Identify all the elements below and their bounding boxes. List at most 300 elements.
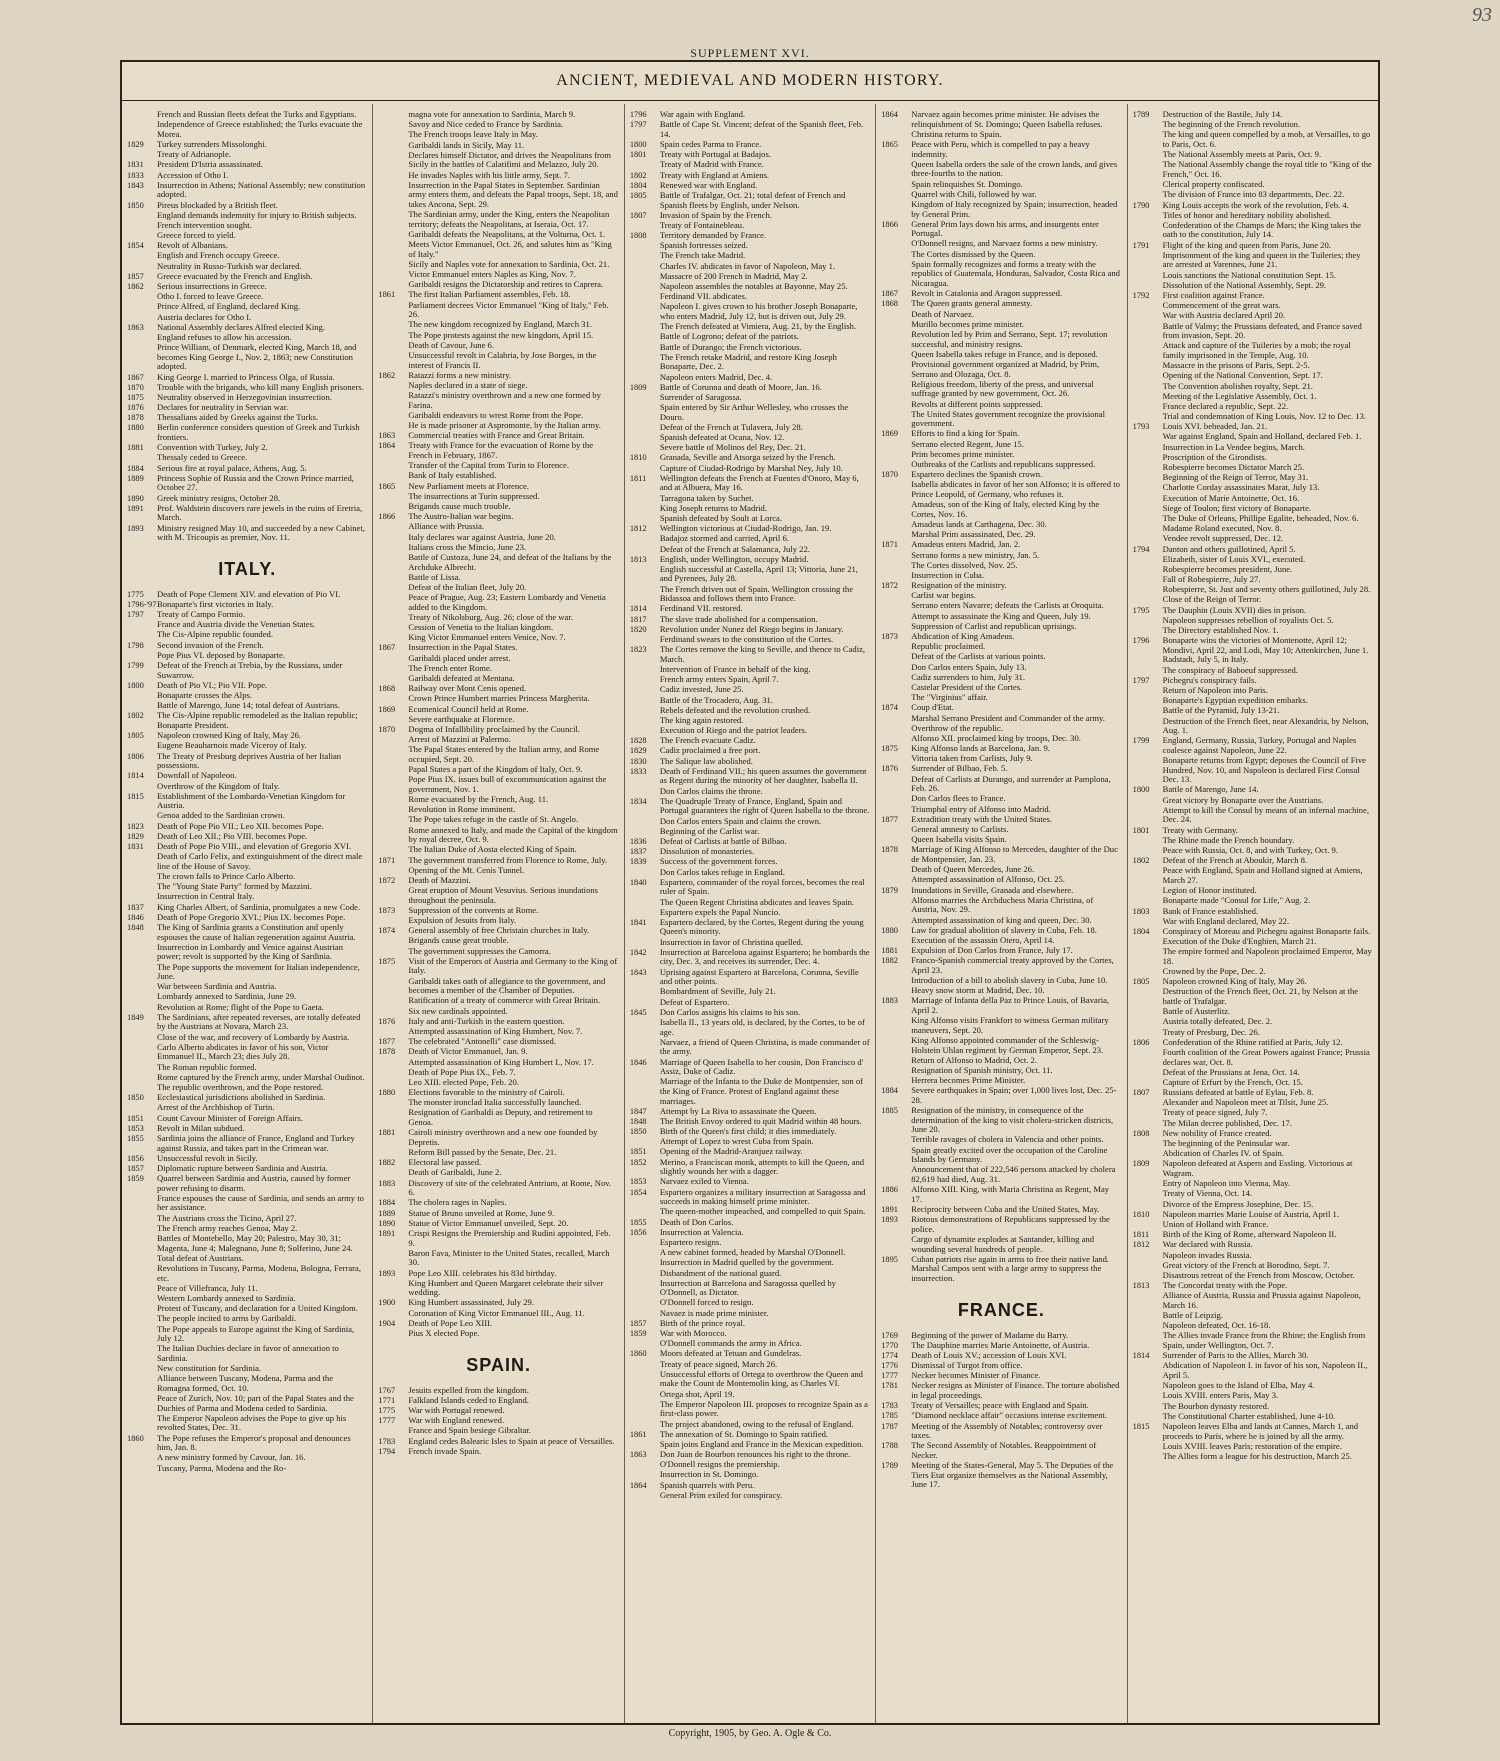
- entry-text: Turkey surrenders Missolonghi.: [157, 138, 267, 149]
- history-entry: [1133, 706, 1373, 716]
- entry-text: Suppression of Carlist and republican uprisings.: [911, 620, 1077, 631]
- entry-text: Defeat of Carlists at battle of Bilbao.: [659, 835, 787, 846]
- entry-text: The Dauphine marries Marie Antoinette, of Austria.: [911, 1339, 1090, 1350]
- entry-text: The new kingdom recognized by England, March 31.: [408, 319, 592, 330]
- entry-year: [630, 1077, 660, 1106]
- history-entry: [378, 1386, 618, 1396]
- entry-text: Garibaldi takes oath of allegiance to the government, and becomes a member of the Chamber of Deputies.: [408, 975, 606, 996]
- entry-text: Reform Bill passed by the Senate, Dec. 21.: [408, 1147, 557, 1158]
- entry-year: [881, 673, 911, 683]
- history-entry: [881, 825, 1121, 835]
- history-entry: [630, 665, 870, 675]
- entry-text: Serrano forms a new ministry, Jan. 5.: [911, 549, 1040, 560]
- entry-text: Treaty with Germany.: [1162, 824, 1238, 835]
- entry-text: The Second Assembly of Notables. Reappointment of Necker.: [911, 1440, 1097, 1460]
- column-2: [373, 104, 624, 1723]
- entry-year: 1814: [127, 771, 144, 781]
- entry-year: [378, 1058, 408, 1068]
- history-entry: [630, 1420, 870, 1430]
- history-entry: [881, 601, 1121, 611]
- history-entry: [127, 1134, 367, 1153]
- history-entry: [378, 391, 618, 410]
- entry-year: 1846: [127, 912, 144, 922]
- history-entry: [127, 1414, 367, 1433]
- history-entry: [127, 913, 367, 923]
- entry-year: [630, 494, 660, 504]
- history-entry: [1133, 1129, 1373, 1139]
- entry-year: 1855: [127, 1133, 144, 1143]
- entry-year: [1133, 1321, 1163, 1331]
- history-entry: [127, 923, 367, 942]
- history-entry: [881, 754, 1121, 764]
- history-entry: [881, 1331, 1121, 1341]
- france-heading: FRANCE.: [957, 1299, 1045, 1320]
- entry-year: [881, 622, 911, 632]
- entry-year: 1796: [629, 110, 647, 119]
- entry-year: [127, 1224, 157, 1234]
- history-entry: [127, 504, 367, 523]
- history-entry: [1133, 696, 1373, 706]
- entry-year: [378, 240, 408, 259]
- history-entry: [881, 260, 1121, 289]
- history-entry: [1133, 565, 1373, 575]
- history-entry: [881, 714, 1121, 724]
- entry-text: The National Assembly meets at Paris, Oct. 9.: [1162, 149, 1322, 160]
- entry-year: 1877: [378, 1037, 396, 1047]
- entry-text: Queen Isabella visits Spain.: [911, 834, 1007, 845]
- entry-year: [630, 665, 660, 675]
- entry-text: Prim becomes prime minister.: [911, 448, 1015, 459]
- history-entry: [1133, 717, 1373, 736]
- entry-year: [881, 130, 911, 140]
- entry-year: 1797: [127, 610, 144, 620]
- entry-year: 1769: [881, 1330, 898, 1340]
- entry-text: Queen Isabella takes refuge in France, and is deposed.: [911, 348, 1098, 359]
- entry-text: England cedes Balearic Isles to Spain at peace of Versailles.: [408, 1435, 615, 1446]
- entry-year: [881, 724, 911, 734]
- entry-year: [881, 350, 911, 360]
- entry-year: [630, 353, 660, 372]
- entry-text: Espartero organizes a military insurrection at Saragossa and succeeds in making himself prime minister.: [659, 1186, 866, 1207]
- history-entry: [127, 792, 367, 811]
- history-entry: [1133, 636, 1373, 665]
- entry-text: Arrest of the Archbishop of Turin.: [157, 1102, 275, 1113]
- history-entry: [127, 333, 367, 343]
- entry-text: Fall of Robespierre, July 27.: [1162, 574, 1261, 585]
- history-entry: [1133, 1210, 1373, 1220]
- entry-text: Transfer of the Capital from Turin to Florence.: [408, 460, 569, 471]
- entry-text: Tuscany, Parma, Modena and the Ro-: [157, 1462, 287, 1473]
- history-entry: [1133, 1321, 1373, 1331]
- history-entry: [630, 1107, 870, 1117]
- history-entry: [378, 512, 618, 522]
- history-entry: [1133, 846, 1373, 856]
- history-entry: [378, 947, 618, 957]
- entry-year: [1133, 494, 1163, 504]
- entry-text: Espartero, commander of the royal forces, becomes the real ruler of Spain.: [659, 876, 865, 897]
- entry-year: [127, 150, 157, 160]
- history-entry: [630, 140, 870, 150]
- entry-year: 1850: [127, 200, 144, 210]
- history-entry: [378, 1148, 618, 1158]
- entry-year: [1133, 616, 1163, 626]
- history-entry: [378, 141, 618, 151]
- entry-year: [1133, 412, 1163, 422]
- history-entry: [378, 694, 618, 704]
- entry-text: Commencement of the great wars.: [1162, 300, 1281, 311]
- history-entry: [127, 701, 367, 711]
- entry-text: Isabella abdicates in favor of her son Alfonso; it is offered to Prince Leopold, of Germany, who refuses it.: [911, 479, 1120, 499]
- entry-text: French and Russian fleets defeat the Turks and Egyptians.: [157, 109, 357, 119]
- entry-text: Garibaldi lands in Sicily, May 11.: [408, 139, 525, 150]
- history-entry: [630, 353, 870, 372]
- entry-year: [630, 343, 660, 353]
- entry-year: 1847: [629, 1106, 647, 1116]
- history-entry: [630, 150, 870, 160]
- entry-year: [378, 613, 408, 623]
- history-entry: [378, 613, 618, 623]
- entry-text: Charlotte Corday assassinates Marat, July 13.: [1162, 482, 1320, 493]
- entry-text: Dissolution of monasteries.: [659, 846, 755, 857]
- history-entry: [630, 645, 870, 664]
- entry-text: Ecclesiastical jurisdictions abolished in Sardinia.: [157, 1092, 326, 1103]
- entry-text: The Pope takes refuge in the castle of St. Angelo.: [408, 814, 579, 825]
- entry-year: [378, 765, 408, 775]
- history-entry: [1133, 1159, 1373, 1178]
- history-entry: [127, 610, 367, 620]
- entry-text: Trouble with the brigands, who kill many English prisoners.: [157, 381, 364, 392]
- entry-text: King Charles Albert, of Sardinia, promulgates a new Code.: [157, 901, 361, 912]
- history-entry: [630, 1137, 870, 1147]
- entry-year: [630, 987, 660, 997]
- entry-year: 1799: [1132, 736, 1150, 746]
- entry-text: "Diamond necklace affair" occasions intense excitement.: [911, 1410, 1108, 1421]
- history-entry: [881, 540, 1121, 550]
- entry-year: 1854: [629, 1187, 647, 1197]
- history-entry: [630, 1329, 870, 1339]
- history-entry: [881, 956, 1121, 975]
- entry-text: Birth of the Queen's first child; it dies immediately.: [659, 1126, 837, 1137]
- entry-year: 1792: [1132, 291, 1150, 300]
- history-entry: [881, 330, 1121, 349]
- entry-year: [881, 835, 911, 845]
- entry-year: 1889: [127, 473, 144, 483]
- entry-text: Resignation of the ministry, in consequence of the determination of the king to visit cholera-stricken districts, June 20.: [911, 1105, 1114, 1135]
- entry-year: 1893: [881, 1215, 898, 1225]
- entry-text: Alfonso marries the Archduchess Maria Christina, of Austria, Nov. 29.: [911, 894, 1094, 915]
- history-entry: [127, 1174, 367, 1193]
- entry-text: Espartero declines the Spanish crown.: [911, 469, 1043, 480]
- entry-text: Attempted assassination of King Humbert, Nov. 7.: [408, 1025, 583, 1036]
- history-entry: [378, 482, 618, 492]
- history-entry: [630, 282, 870, 292]
- entry-year: 1881: [881, 946, 898, 956]
- history-entry: [630, 1349, 870, 1359]
- entry-year: [630, 1248, 660, 1258]
- entry-text: The French army reaches Genoa, May 2.: [157, 1222, 298, 1233]
- entry-text: Battle of Custoza, June 24, and defeat of the Italians by the Archduke Albrecht.: [408, 551, 612, 572]
- entry-year: [1133, 696, 1163, 706]
- history-entry: [630, 787, 870, 797]
- history-entry: [630, 1018, 870, 1037]
- entry-year: 1864: [881, 110, 898, 119]
- entry-year: 1807: [629, 210, 647, 220]
- entry-year: [1133, 524, 1163, 534]
- entry-year: [378, 916, 408, 926]
- entry-text: The Quadruple Treaty of France, England, Spain and Portugal guarantees the right of Queen Isabella to the throne.: [659, 795, 870, 816]
- history-entry: [378, 654, 618, 664]
- entry-text: Elections favorable to the ministry of Cairoli.: [408, 1087, 565, 1098]
- entry-year: [1133, 150, 1163, 160]
- history-entry: [881, 320, 1121, 330]
- entry-year: 1805: [629, 190, 647, 200]
- entry-year: [1133, 1452, 1163, 1462]
- entry-text: Insurrection at Valencia.: [659, 1226, 744, 1237]
- entry-year: [378, 331, 408, 341]
- entry-text: Alfonso XIII. King, with Maria Christina as Regent, May 17.: [911, 1184, 1110, 1204]
- entry-text: Treaty of Versailles; peace with England and Spain.: [911, 1400, 1089, 1411]
- entry-year: 1857: [127, 271, 144, 281]
- history-entry: [881, 815, 1121, 825]
- history-entry: [1133, 1422, 1373, 1441]
- entry-text: Napoleon marries Marie Louise of Austria, April 1.: [1162, 1208, 1339, 1219]
- entry-text: Discovery of site of the celebrated Antrium, at Rome, Nov. 6.: [408, 1177, 612, 1198]
- history-entry: [1133, 201, 1373, 211]
- entry-text: Elizabeth, sister of Louis XVI., executed.: [1162, 553, 1306, 564]
- history-entry: [1133, 836, 1373, 846]
- history-entry: [881, 591, 1121, 601]
- history-entry: [881, 400, 1121, 410]
- entry-year: [881, 1135, 911, 1145]
- entry-year: 1863: [378, 431, 396, 441]
- entry-year: [881, 825, 911, 835]
- entry-year: [127, 691, 157, 701]
- entry-year: [881, 1146, 911, 1165]
- entry-text: Return of Alfonso to Madrid, Oct. 2.: [911, 1054, 1038, 1065]
- history-entry: [881, 1106, 1121, 1135]
- entry-year: [378, 210, 408, 229]
- entry-year: [1133, 1179, 1163, 1189]
- entry-text: The French enter Rome.: [408, 662, 492, 673]
- entry-text: The French defeated at Vimiera, Aug. 21, by the English.: [659, 321, 857, 332]
- history-entry: [1133, 616, 1373, 626]
- history-entry: [881, 875, 1121, 885]
- entry-year: [127, 1033, 157, 1043]
- entry-text: Six new cardinals appointed.: [408, 1005, 508, 1016]
- entry-text: Arrest of Mazzini at Palermo.: [408, 734, 511, 745]
- entry-text: Marriage of the Infanta to the Duke de Montpensier, son of the King of France. Protest of England against these marriages.: [659, 1076, 864, 1106]
- entry-year: 1823: [127, 821, 144, 831]
- entry-year: [127, 811, 157, 821]
- entry-text: Insurrection in Madrid quelled by the government.: [659, 1257, 834, 1268]
- entry-text: Insurrection in La Vendee begins, March.: [1162, 441, 1305, 452]
- entry-text: Titles of honor and hereditary nobility abolished.: [1162, 209, 1332, 220]
- entry-year: 1797: [629, 120, 647, 130]
- entry-text: Intervention of France in behalf of the king.: [659, 663, 811, 674]
- entry-text: Leo XIII. elected Pope, Feb. 20.: [408, 1076, 519, 1087]
- entry-text: Falkland Islands ceded to England.: [408, 1394, 529, 1405]
- entry-text: The Rhine made the French boundary.: [1162, 834, 1295, 845]
- entry-year: 1796: [1132, 636, 1150, 646]
- entry-text: Treaty of Fontainebleau.: [659, 219, 745, 230]
- entry-year: 1889: [378, 1208, 396, 1218]
- entry-year: [127, 1194, 157, 1213]
- entry-year: [378, 1249, 408, 1268]
- history-entry: [1133, 322, 1373, 341]
- history-entry: [630, 675, 870, 685]
- history-entry: [1133, 555, 1373, 565]
- entry-text: Reciprocity between Cuba and the United States, May.: [911, 1204, 1100, 1214]
- entry-text: King George I. married to Princess Olga, of Russia.: [157, 371, 335, 382]
- entry-year: 1840: [629, 877, 647, 887]
- entry-year: [1133, 251, 1163, 270]
- entry-year: [881, 260, 911, 289]
- entry-text: Battle of Trafalgar, Oct. 21; total defeat of French and Spanish fleets by English, under Nelson.: [659, 189, 846, 210]
- entry-text: Crowned by the Pope, Dec. 2.: [1162, 966, 1266, 977]
- entry-text: The Queen Regent Christina abdicates and leaves Spain.: [659, 896, 855, 907]
- history-entry: [378, 280, 618, 290]
- entry-text: Massacre in the prisons of Paris, Sept. 2-5.: [1162, 360, 1310, 371]
- entry-year: [630, 1137, 660, 1147]
- entry-year: 1831: [127, 842, 144, 852]
- entry-year: [1133, 1361, 1163, 1380]
- history-entry: [127, 1314, 367, 1324]
- entry-year: [378, 543, 408, 553]
- history-entry: [378, 230, 618, 240]
- history-entry: [881, 140, 1121, 159]
- entry-text: Destruction of the Bastile, July 14.: [1162, 109, 1283, 119]
- entry-year: [881, 1076, 911, 1086]
- history-entry: [127, 872, 367, 882]
- entry-text: Jesuits expelled from the kingdom.: [408, 1384, 529, 1395]
- history-entry: [1133, 1068, 1373, 1078]
- history-entry: [881, 160, 1121, 179]
- history-entry: [378, 1309, 618, 1319]
- entry-year: [881, 400, 911, 410]
- entry-year: [630, 292, 660, 302]
- entry-text: Garibaldi defeated at Mentana.: [408, 672, 515, 683]
- history-entry: [378, 593, 618, 612]
- entry-text: General assembly of free Christain churches in Italy.: [408, 925, 590, 936]
- entry-text: Napoleon goes to the Island of Elba, May 4.: [1162, 1380, 1315, 1391]
- entry-year: [378, 623, 408, 633]
- history-entry: [127, 651, 367, 661]
- entry-text: Attempt to assassinate the King and Queen, July 19.: [911, 610, 1091, 621]
- history-entry: [1133, 1412, 1373, 1422]
- entry-year: [630, 1440, 660, 1450]
- history-entry: [378, 431, 618, 441]
- history-entry: [630, 1258, 870, 1268]
- italy-heading: ITALY.: [218, 558, 277, 579]
- history-entry: [1133, 1007, 1373, 1017]
- entry-year: 1801: [1132, 825, 1150, 835]
- history-entry: [881, 239, 1121, 249]
- entry-text: National Assembly declares Alfred elected King.: [157, 321, 326, 332]
- entry-text: Revolt of Albanians.: [157, 240, 228, 251]
- entry-text: Battles of Montebello, May 20; Palestro, May 30, 31; Magenta, June 4; Malegnano, June 8; Solferino, June 24.: [157, 1233, 353, 1253]
- entry-text: Death of Mazzini.: [408, 874, 471, 885]
- entry-text: Treaty of Adrianople.: [157, 149, 231, 160]
- history-entry: [630, 898, 870, 908]
- entry-year: [127, 1394, 157, 1413]
- entry-year: 1884: [881, 1086, 898, 1096]
- entry-year: [127, 1364, 157, 1374]
- entry-text: The French driven out of Spain. Wellington crossing the Bidassoa and follows them into France.: [659, 583, 854, 604]
- history-entry: [881, 450, 1121, 460]
- entry-year: 1862: [378, 370, 396, 380]
- entry-text: Confederation of the Champs de Mars; the King takes the oath to the constitution, July 14.: [1162, 219, 1361, 240]
- entry-text: Conspiracy of Moreau and Pichegru against Bonaparte fails.: [1162, 925, 1371, 936]
- entry-year: [1133, 463, 1163, 473]
- entry-year: [127, 1234, 157, 1253]
- entry-text: Defeat of the Carlists at various points.: [911, 651, 1046, 662]
- entry-text: Death of Carlo Felix, and extinguishment of the direct male line of the House of Savoy.: [157, 851, 363, 871]
- entry-text: France declared a republic, Sept. 22.: [1162, 400, 1289, 411]
- history-entry: [630, 241, 870, 251]
- entry-year: 1876: [378, 1016, 396, 1026]
- entry-year: 1859: [629, 1329, 647, 1339]
- history-entry: [630, 1309, 870, 1319]
- entry-text: King Alfonso lands at Barcelona, Jan. 9.: [911, 743, 1050, 754]
- entry-text: Battle of Marengo, June 14.: [1162, 784, 1259, 795]
- history-entry: [1133, 1108, 1373, 1118]
- history-entry: [378, 171, 618, 181]
- entry-text: Napoleon defeated at Aspern and Essling. Victorious at Wagram.: [1162, 1158, 1353, 1178]
- entry-text: Death of Pope Clement XIV. and elevation of Pio VI.: [157, 588, 341, 599]
- entry-year: [378, 815, 408, 825]
- entry-year: 1865: [378, 481, 396, 491]
- history-entry: [881, 1036, 1121, 1055]
- entry-year: [881, 1016, 911, 1035]
- history-entry: [630, 171, 870, 181]
- entry-year: [378, 110, 408, 120]
- entry-text: Insurrection in Athens; National Assembly; new constitution adopted.: [157, 179, 366, 200]
- entry-year: 1863: [127, 322, 144, 332]
- entry-text: Spanish defeated by Soult at Lorca.: [659, 512, 783, 523]
- entry-year: [378, 120, 408, 130]
- entry-text: Beginning of the Reign of Terror, May 31.: [1162, 472, 1309, 483]
- entry-text: The Pope refuses the Emperor's proposal and denounces him, Jan. 8.: [157, 1432, 351, 1453]
- history-entry: [630, 393, 870, 403]
- history-entry: [127, 641, 367, 651]
- entry-text: The government transferred from Florence to Rome, July.: [408, 854, 608, 865]
- entry-year: 1802: [127, 711, 144, 721]
- entry-text: Spain entered by Sir Arthur Wellesley, who crosses the Douro.: [659, 402, 849, 422]
- entry-year: [630, 726, 660, 736]
- entry-year: [630, 241, 660, 251]
- entry-year: 1833: [127, 170, 144, 180]
- entry-text: Ferdinand swears to the constitution of the Cortes.: [659, 634, 834, 644]
- history-entry: [378, 492, 618, 502]
- history-entry: [1133, 463, 1373, 473]
- history-entry: [378, 1068, 618, 1078]
- history-entry: [127, 474, 367, 493]
- history-entry: [630, 746, 870, 756]
- entry-year: [1133, 130, 1163, 149]
- history-entry: [881, 1351, 1121, 1361]
- entry-year: 1870: [127, 382, 144, 392]
- entry-text: Resignation of Garibaldi as Deputy, and retirement to Genoa.: [408, 1107, 593, 1128]
- history-entry: [881, 734, 1121, 744]
- history-entry: [881, 1361, 1121, 1371]
- history-entry: [378, 623, 618, 633]
- history-entry: [881, 673, 1121, 683]
- history-entry: [630, 736, 870, 746]
- history-entry: [127, 241, 367, 251]
- entry-year: 1815: [1132, 1421, 1150, 1431]
- history-entry: [630, 918, 870, 937]
- history-entry: [881, 1086, 1121, 1105]
